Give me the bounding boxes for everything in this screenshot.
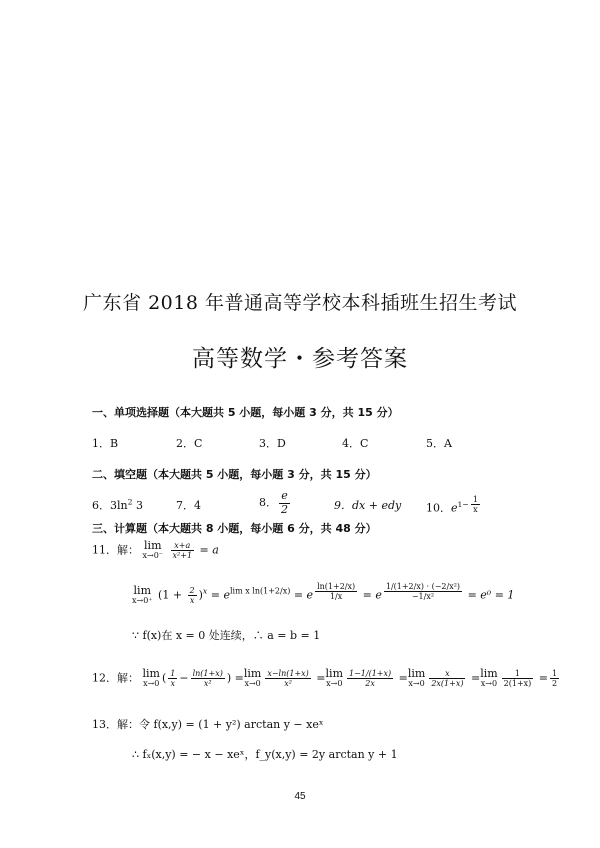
answer-1: 1．B (92, 437, 119, 450)
answer-4: 4．C (342, 437, 369, 450)
section3-heading: 三、计算题（本大题共 8 小题，每小题 6 分，共 48 分） (92, 522, 377, 535)
answer-5: 5．A (426, 437, 452, 450)
answer-9: 9．dx + edy (334, 499, 402, 512)
q11-line1: 11．解： lim x→0⁻ $\frac{x+a}{\text{x²+1}}$ = a (92, 539, 219, 561)
section1-heading: 一、单项选择题（本大题共 5 小题，每小题 3 分，共 15 分） (92, 406, 399, 419)
answer-2: 2．C (176, 437, 203, 450)
document-title: 广东省 2018 年普通高等学校本科插班生招生考试 (83, 292, 517, 314)
answer-10: 10．$e^{1- \frac{1}{x}}$ (426, 495, 478, 515)
q13-line1: 13．解：令 f(x,y) = (1 + y²) arctan y − xeˣ (92, 718, 324, 731)
q12-line: 12．解： lim x→0 ( $\frac{1}{x}$ − $\frac{\ln(1+x)}{\text{x²}}$ ) = lim x→0 $\frac{x-\ln(1+x)}{\text{x²}}$ = lim x→0 $\frac{1-1/(1+x)}{2x}$ = lim x→0 $\frac{x}{2x(1+x)}$ = lim x→0 $\frac{1}{2(1+x)}$ = $\frac{1}{2}$ (92, 667, 558, 689)
section2-heading: 二、填空题（本大题共 5 小题，每小题 3 分，共 15 分） (92, 468, 377, 481)
answer-6: 6．$3\ln^2$ 3 (92, 497, 144, 512)
q13-line2: ∴ fₓ(x,y) = − x − xeˣ，f_y(x,y) = 2y arctan y + 1 (132, 748, 398, 761)
answer-8: 8． $\frac{e}{2}$ (259, 489, 288, 516)
q11-line2: lim x→0⁺ (1 + $\frac{2}{x}$ )$^x = e^{lim x ln(1+2/x)} = e$ $^{\frac{\ln(1+2/x)}{1/x}}$ = e $^{\frac{\text{1/(1+2/x) · (−2/x²)}}{\text{−1/x²}}}$ = e⁰ = 1 (132, 582, 515, 605)
answer-3: 3．D (259, 437, 286, 450)
q11-line3: ∵ f(x)在 x = 0 处连续，∴ a = b = 1 (132, 629, 321, 642)
page-number: 45 (294, 791, 306, 802)
document-subtitle: 高等数学・参考答案 (192, 346, 408, 372)
answer-7: 7．4 (176, 499, 201, 512)
